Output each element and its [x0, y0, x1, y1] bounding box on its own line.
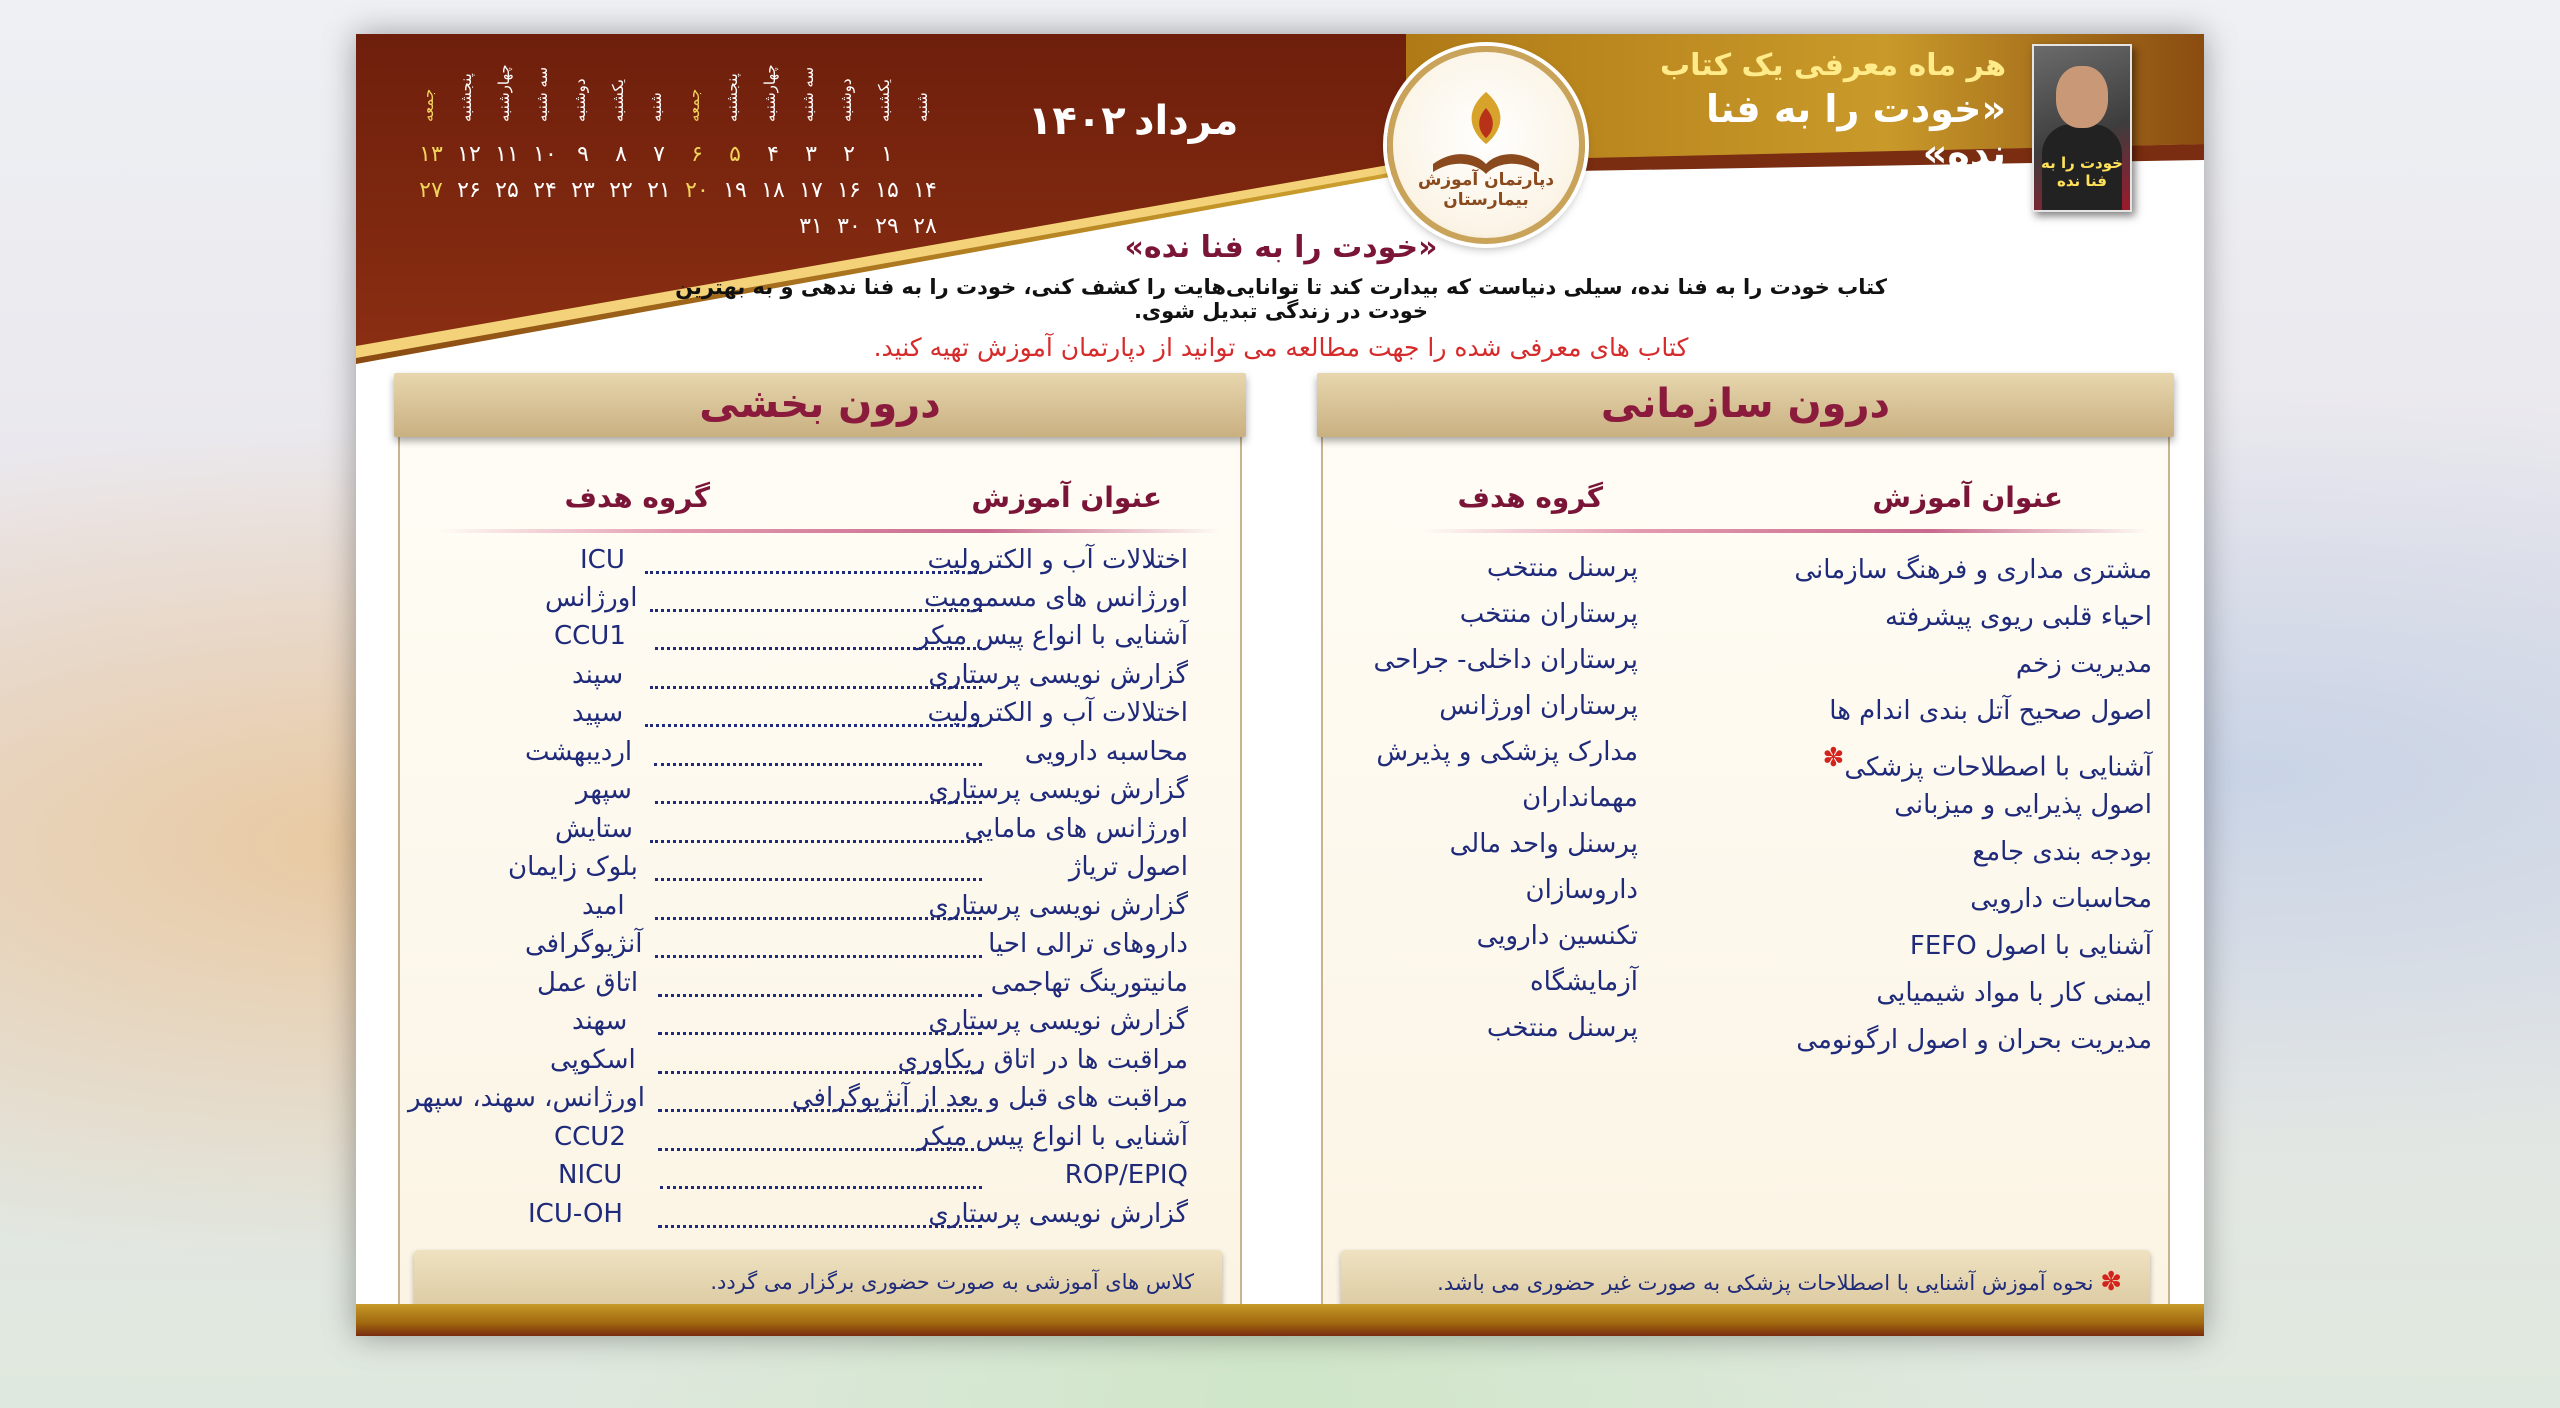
- intro-description: کتاب خودت را به فنا نده، سیلی دنیاست که بیدارت کند تا توانایی‌هایت را کشف کنی، خودت را به فنا ندهی و به بهترین خودت در زندگی تبدیل شوی.: [675, 275, 1887, 323]
- course-title: اورژانس های مسمومیت: [924, 583, 1188, 613]
- calendar-date: ۸: [615, 142, 627, 167]
- course-title: گزارش نویسی پرستاری: [928, 1199, 1188, 1229]
- target-group: پرسنل منتخب: [1486, 553, 1638, 583]
- course-title: مراقبت های قبل و بعد از آنژیوگرافی: [791, 1083, 1188, 1113]
- calendar-day: دوشنبه: [571, 78, 589, 122]
- calendar-date: ۱۱: [495, 142, 519, 167]
- leader-dots: [655, 647, 982, 650]
- asterisk-icon: ✽: [2100, 1267, 2122, 1297]
- calendar-date: ۱: [881, 142, 893, 167]
- course-title: اصول تریاژ: [1068, 852, 1188, 882]
- course-title: محاسبات دارویی: [1970, 884, 2152, 914]
- leader-dots: [650, 840, 982, 843]
- target-group: امید: [582, 891, 625, 921]
- calendar-date: ۷: [653, 142, 665, 167]
- leader-dots: [655, 801, 982, 804]
- book-intro: [656, 230, 1906, 362]
- target-group: پرسنل منتخب: [1486, 1013, 1638, 1043]
- calendar-date: ۳: [805, 142, 817, 167]
- course-title: گزارش نویسی پرستاری: [928, 891, 1188, 921]
- panel-title: درون سازمانی: [1317, 373, 2174, 437]
- course-title: بودجه بندی جامع: [1972, 837, 2152, 867]
- course-title: محاسبه دارویی: [1024, 737, 1188, 767]
- col-target-header: گروه هدف: [1457, 481, 1603, 514]
- calendar-date: ۲۹: [875, 214, 899, 239]
- calendar-date: ۱۸: [761, 178, 785, 203]
- calendar-day: چهارشنبه: [761, 64, 779, 122]
- calendar-date: ۲۶: [457, 178, 481, 203]
- panel-departmental: [398, 379, 1242, 1336]
- target-group: ICU: [580, 545, 625, 575]
- leader-dots: [654, 763, 982, 766]
- calendar-date: ۲۷: [419, 178, 443, 203]
- course-title: آشنایی با انواع پیس میکر: [916, 621, 1188, 651]
- calendar: [386, 44, 946, 239]
- panel-title: درون بخشی: [394, 373, 1246, 437]
- asterisk-icon: ✽: [1822, 743, 1845, 773]
- calendar-date: ۲۵: [495, 178, 519, 203]
- leader-dots: [658, 1032, 982, 1035]
- course-title: [1823, 743, 2152, 783]
- course-title: گزارش نویسی پرستاری: [928, 775, 1188, 805]
- book-cover-title: خودت را به فنا نده: [2041, 154, 2123, 190]
- col-course-header: عنوان آموزش: [1872, 481, 2063, 514]
- course-title: مراقبت ها در اتاق ریکاوری: [897, 1045, 1188, 1075]
- calendar-day: شنبه: [647, 92, 665, 122]
- calendar-date: ۲۲: [609, 178, 633, 203]
- course-title: مشتری مداری و فرهنگ سازمانی: [1794, 555, 2152, 585]
- course-title: اختلالات آب و الکترولیت: [927, 698, 1188, 728]
- target-group: آزمایشگاه: [1530, 967, 1638, 997]
- target-group: CCU2: [554, 1122, 626, 1152]
- calendar-date: ۲۴: [533, 178, 557, 203]
- target-group: داروسازان: [1525, 875, 1638, 905]
- course-title: ROP/EPIQ: [1064, 1160, 1188, 1190]
- leader-dots: [645, 571, 982, 574]
- leader-dots: [658, 994, 982, 997]
- target-group: CCU1: [554, 621, 626, 651]
- leader-dots: [660, 1186, 982, 1189]
- calendar-day: یکشنبه: [609, 79, 627, 122]
- leader-dots: [650, 686, 982, 689]
- target-group: بلوک زایمان: [508, 852, 638, 882]
- course-title: مدیریت بحران و اصول ارگونومی: [1796, 1025, 2152, 1055]
- target-group: اردیبهشت: [525, 737, 633, 767]
- target-group: سهند: [572, 1006, 628, 1036]
- leader-dots: [645, 724, 982, 727]
- course-title: آشنایی با انواع پیس میکر: [916, 1122, 1188, 1152]
- target-group: مهمانداران: [1522, 783, 1638, 813]
- target-group: سپهر: [576, 775, 632, 805]
- book-of-month: [1636, 48, 2006, 198]
- target-group: پرستاران داخلی- جراحی: [1373, 645, 1638, 675]
- leader-dots: [655, 955, 982, 958]
- year: ۱۴۰۲: [1028, 98, 1126, 144]
- book-title: «خودت را به فنا نده»: [1705, 87, 2006, 175]
- calendar-date: ۱۳: [419, 142, 443, 167]
- book-flame-icon: [1393, 52, 1579, 238]
- calendar-day: جمعه: [419, 88, 437, 122]
- calendar-date: ۳۱: [799, 214, 823, 239]
- course-title: اختلالات آب و الکترولیت: [927, 545, 1188, 575]
- calendar-date: ۱۵: [875, 178, 899, 203]
- course-title-text: آشنایی با اصطلاحات پزشکی: [1844, 752, 2152, 783]
- header-divider: [1423, 529, 2148, 533]
- course-title: داروهای ترالی احیا: [988, 929, 1188, 959]
- calendar-date: ۲۳: [571, 178, 595, 203]
- leader-dots: [658, 1225, 982, 1228]
- calendar-date: ۶: [691, 142, 703, 167]
- book-author: «گری جان بیشاپ»: [1861, 177, 2006, 198]
- poster-page: [356, 34, 2204, 1336]
- intro-title: «خودت را به فنا نده»: [1124, 230, 1438, 265]
- calendar-day: دوشنبه: [837, 78, 855, 122]
- col-target-header: گروه هدف: [564, 481, 710, 514]
- footnote-text: نحوه آموزش آشنایی با اصطلاحات پزشکی به صورت غیر حضوری می باشد.: [1437, 1271, 2094, 1295]
- target-group: اورژانس: [545, 583, 638, 613]
- leader-dots: [655, 878, 982, 881]
- target-group: اسکوپی: [550, 1045, 636, 1075]
- calendar-day: شنبه: [913, 92, 931, 122]
- calendar-date: ۲۱: [647, 178, 671, 203]
- leader-dots: [650, 609, 982, 612]
- intro-note: کتاب های معرفی شده را جهت مطالعه می توانید از دپارتمان آموزش تهیه کنید.: [873, 333, 1689, 362]
- calendar-date: ۲: [843, 142, 855, 167]
- target-group: اتاق عمل: [537, 968, 639, 998]
- leader-dots: [658, 1148, 982, 1151]
- course-title: اورژانس های مامایی: [964, 814, 1188, 844]
- course-title: گزارش نویسی پرستاری: [928, 660, 1188, 690]
- target-group: مدارک پزشکی و پذیرش: [1376, 737, 1638, 767]
- calendar-date: ۳۰: [837, 214, 861, 239]
- target-group: اورژانس، سهند، سپهر: [408, 1083, 646, 1113]
- leader-dots: [655, 917, 982, 920]
- calendar-date: ۱۰: [533, 142, 557, 167]
- col-course-header: عنوان آموزش: [971, 481, 1162, 514]
- monthly-label: هر ماه معرفی یک کتاب: [1659, 48, 2006, 83]
- target-group: سپید: [572, 698, 624, 728]
- calendar-date: ۱۲: [457, 142, 481, 167]
- calendar-date: ۲۰: [685, 178, 709, 203]
- calendar-date: ۱۴: [913, 178, 937, 203]
- target-group: آنژیوگرافی: [525, 929, 643, 959]
- course-title: آشنایی با اصول FEFO: [1909, 931, 2152, 961]
- calendar-day: سه شنبه: [799, 66, 817, 122]
- logo-text: دپارتمان آموزش بیمارستان: [1417, 170, 1555, 210]
- calendar-day: سه شنبه: [533, 66, 551, 122]
- leader-dots: [658, 1109, 982, 1112]
- calendar-date: ۱۶: [837, 178, 861, 203]
- calendar-day: پنجشنبه: [457, 73, 475, 122]
- bottom-bar: [356, 1304, 2204, 1336]
- course-title: گزارش نویسی پرستاری: [928, 1006, 1188, 1036]
- target-group: پرستاران منتخب: [1459, 599, 1638, 629]
- footnote-text: کلاس های آموزشی به صورت حضوری برگزار می گردد.: [710, 1270, 1194, 1294]
- hospital-logo: [1387, 46, 1585, 244]
- book-cover-image: [2032, 44, 2132, 212]
- calendar-date: ۵: [729, 142, 741, 167]
- course-title: اصول پذیرایی و میزبانی: [1894, 790, 2152, 820]
- target-group: NICU: [558, 1160, 623, 1190]
- calendar-date: ۲۸: [913, 214, 937, 239]
- calendar-day: چهارشنبه: [495, 64, 513, 122]
- month-name: مرداد: [1134, 98, 1239, 144]
- target-group: تکنسین دارویی: [1476, 921, 1638, 951]
- target-group: پرستاران اورژانس: [1439, 691, 1638, 721]
- header-divider: [440, 529, 1220, 533]
- course-title: ایمنی کار با مواد شیمیایی: [1876, 978, 2152, 1008]
- calendar-date: ۱۷: [799, 178, 823, 203]
- course-title: مدیریت زخم: [2015, 649, 2152, 679]
- calendar-date: ۱۹: [723, 178, 747, 203]
- calendar-day: یکشنبه: [875, 79, 893, 122]
- panel-organizational: [1321, 379, 2170, 1336]
- course-title: احیاء قلبی ریوی پیشرفته: [1884, 602, 2152, 632]
- leader-dots: [658, 1071, 982, 1074]
- calendar-date: ۹: [577, 142, 589, 167]
- calendar-date: ۴: [767, 142, 779, 167]
- target-group: ICU-OH: [528, 1199, 623, 1229]
- target-group: سپند: [572, 660, 624, 690]
- course-title: مانیتورینگ تهاجمی: [990, 968, 1188, 998]
- calendar-day: جمعه: [685, 88, 703, 122]
- target-group: ستایش: [555, 814, 633, 844]
- target-group: پرسنل واحد مالی: [1449, 829, 1638, 859]
- course-title: اصول صحیح آتل بندی اندام ها: [1829, 696, 2152, 726]
- calendar-day: پنجشنبه: [723, 73, 741, 122]
